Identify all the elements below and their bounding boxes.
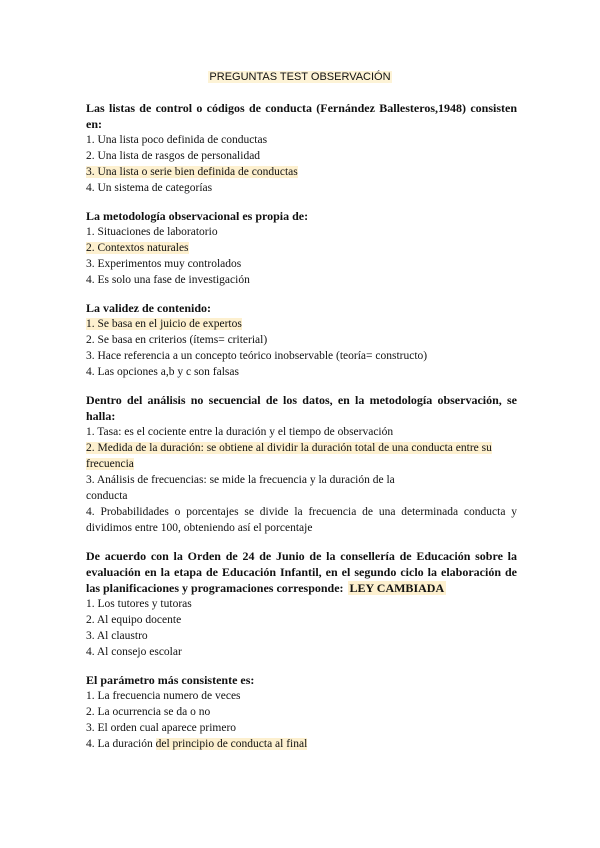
question-text: Las listas de control o códigos de conducta (Fernández Ballesteros,1948) consisten en: xyxy=(86,101,517,131)
question-block xyxy=(86,672,517,752)
answer-option: 1. La frecuencia numero de veces xyxy=(86,690,241,702)
answer-option-correct: 1. Se basa en el juicio de expertos xyxy=(86,318,242,330)
question-text: La validez de contenido: xyxy=(86,301,211,315)
answer-option-correct: 2. Medida de la duración: se obtiene al dividir la duración total de una conducta entre su frecuencia xyxy=(86,442,492,470)
answer-option: 2. Al equipo docente xyxy=(86,614,182,626)
answer-option: conducta xyxy=(86,490,128,502)
answer-option: 4. Probabilidades o porcentajes se divide la frecuencia de una determinada conducta y dividimos entre 100, obteniendo así el porcentaje xyxy=(86,506,517,534)
question-list xyxy=(86,100,517,762)
answer-option: 2. Una lista de rasgos de personalidad xyxy=(86,150,261,162)
answer-option: 4. Un sistema de categorías xyxy=(86,182,213,194)
question-block xyxy=(86,300,517,380)
answer-option: 2. Se basa en criterios (ítems= criterial) xyxy=(86,334,268,346)
question-text: El parámetro más consistente es: xyxy=(86,673,255,687)
question-block xyxy=(86,100,517,196)
question-text xyxy=(86,548,517,596)
answer-option: 1. Los tutores y tutoras xyxy=(86,598,192,610)
answer-option: 2. La ocurrencia se da o no xyxy=(86,706,211,718)
question-text: Dentro del análisis no secuencial de los datos, en la metodología observación, se halla: xyxy=(86,393,517,423)
answer-option-plain: 4. La duración xyxy=(86,738,153,750)
answer-option: 1. Una lista poco definida de conductas xyxy=(86,134,268,146)
answer-option-partial xyxy=(86,736,517,752)
page-title: PREGUNTAS TEST OBSERVACIÓN xyxy=(209,71,391,83)
answer-option: 1. Tasa: es el cociente entre la duración y el tiempo de observación xyxy=(86,426,394,438)
question-block xyxy=(86,392,517,536)
question-block xyxy=(86,208,517,288)
law-changed-tag: LEY CAMBIADA xyxy=(349,581,445,595)
answer-option: 3. Hace referencia a un concepto teórico inobservable (teoría= constructo) xyxy=(86,350,428,362)
answer-option: 1. Situaciones de laboratorio xyxy=(86,226,218,238)
question-text-body: De acuerdo con la Orden de 24 de Junio de la consellería de Educación sobre la evaluación en la etapa de Educación Infantil, en el segundo ciclo la elaboración de las planificaciones y programaciones corresponde: xyxy=(86,549,517,595)
answer-option: 3. Análisis de frecuencias: se mide la frecuencia y la duración de la xyxy=(86,474,395,486)
answer-option: 3. Experimentos muy controlados xyxy=(86,258,242,270)
answer-option: 3. El orden cual aparece primero xyxy=(86,722,237,734)
answer-option-highlight: del principio de conducta al final xyxy=(155,738,308,750)
answer-option: 3. Al claustro xyxy=(86,630,148,642)
question-text: La metodología observacional es propia de: xyxy=(86,209,309,223)
answer-option: 4. Las opciones a,b y c son falsas xyxy=(86,366,239,378)
answer-option-correct: 3. Una lista o serie bien definida de conductas xyxy=(86,166,298,178)
answer-option: 4. Es solo una fase de investigación xyxy=(86,274,250,286)
question-block xyxy=(86,548,517,660)
answer-option-correct: 2. Contextos naturales xyxy=(86,242,189,254)
answer-option: 4. Al consejo escolar xyxy=(86,646,182,658)
